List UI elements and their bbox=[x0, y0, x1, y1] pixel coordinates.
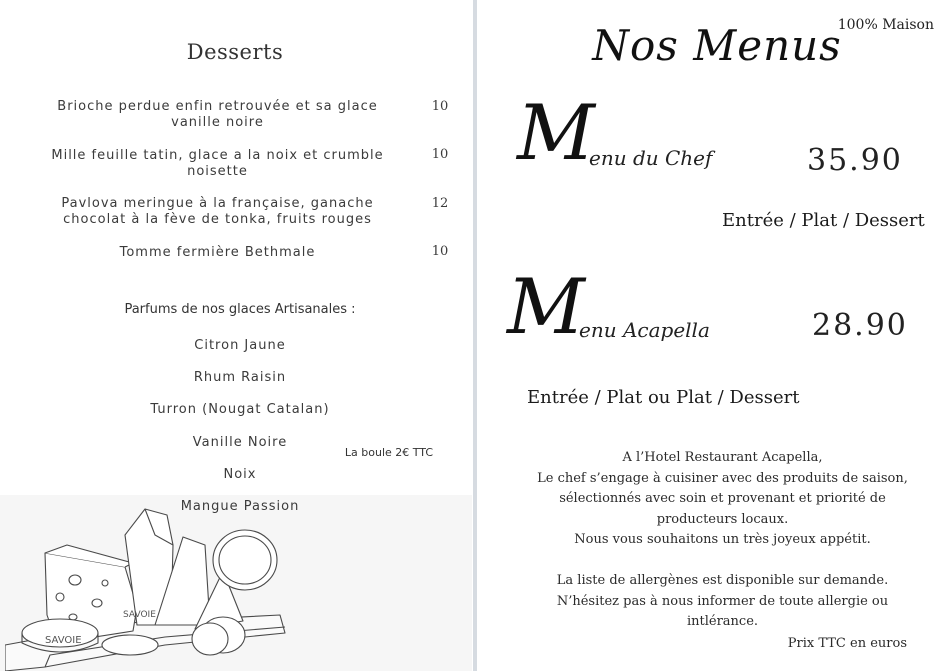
flavor-item: Rhum Raisin bbox=[193, 370, 287, 385]
dessert-name-line: vanille noire bbox=[171, 115, 264, 130]
dessert-name-line: Mille feuille tatin, glace a la noix et crumble bbox=[51, 148, 384, 163]
ice-cream-flavors-title: Parfums de nos glaces Artisanales : bbox=[124, 302, 356, 317]
dessert-name-line: Brioche perdue enfin retrouvée et sa glace bbox=[57, 99, 378, 114]
allergen-line: intlérance. bbox=[686, 614, 759, 629]
cheese-platter-icon bbox=[5, 505, 290, 671]
dessert-item bbox=[40, 196, 395, 228]
restaurant-intro bbox=[525, 448, 920, 633]
intro-line: sélectionnés avec soin et provenant et priorité de bbox=[559, 491, 886, 506]
scoop-price-note: La boule 2€ TTC bbox=[344, 446, 434, 459]
menu-price: 35.90 bbox=[807, 143, 903, 178]
intro-spacer bbox=[525, 551, 920, 572]
cheese-label: SAVOIE bbox=[123, 610, 156, 620]
prices-note: Prix TTC en euros bbox=[787, 636, 907, 651]
dessert-price: 10 bbox=[431, 244, 449, 259]
dessert-item bbox=[40, 245, 395, 261]
dessert-price: 10 bbox=[431, 147, 449, 162]
flavor-item: Noix bbox=[223, 467, 257, 482]
intro-line: producteurs locaux. bbox=[656, 511, 789, 527]
dessert-name-line: Pavlova meringue à la française, ganache bbox=[61, 196, 374, 211]
flavor-item: Turron (Nougat Catalan) bbox=[150, 402, 330, 417]
desserts-title: Desserts bbox=[186, 40, 284, 64]
menus-title: Nos Menus bbox=[592, 21, 842, 70]
cheese-label: SAVOIE bbox=[45, 635, 82, 646]
dessert-name-line: noisette bbox=[187, 164, 248, 179]
desserts-panel bbox=[0, 0, 472, 671]
menu-formula: Entrée / Plat / Dessert bbox=[722, 210, 925, 231]
intro-line: Nous vous souhaitons un très joyeux appétit. bbox=[574, 532, 871, 547]
menu-formula: Entrée / Plat ou Plat / Dessert bbox=[527, 387, 800, 408]
homemade-badge: 100% Maison bbox=[837, 17, 934, 33]
allergen-line: N’hésitez pas à nous informer de toute allergie ou bbox=[556, 593, 889, 609]
dessert-price: 10 bbox=[431, 99, 449, 114]
menu-price: 28.90 bbox=[812, 308, 908, 343]
dessert-price: 12 bbox=[431, 196, 449, 211]
menu-initial: M bbox=[507, 262, 585, 351]
menu-initial: M bbox=[517, 88, 595, 177]
flavor-item: Citron Jaune bbox=[194, 338, 286, 353]
dessert-name-line: Tomme fermière Bethmale bbox=[119, 245, 316, 260]
dessert-item bbox=[40, 148, 395, 180]
intro-line: Le chef s’engage à cuisiner avec des produits de saison, bbox=[537, 470, 908, 486]
allergen-line: La liste de allergènes est disponible sur demande. bbox=[556, 573, 889, 588]
flavor-item: Vanille Noire bbox=[192, 435, 288, 450]
intro-line: A l’Hotel Restaurant Acapella, bbox=[622, 450, 823, 465]
dessert-name-line: chocolat à la fève de tonka, fruits rouges bbox=[63, 212, 372, 227]
menu-name: enu Acapella bbox=[579, 318, 710, 342]
dessert-item bbox=[40, 99, 395, 131]
menus-panel bbox=[477, 0, 950, 671]
menu-name: enu du Chef bbox=[589, 146, 713, 170]
flavor-item: Mangue Passion bbox=[180, 499, 300, 514]
